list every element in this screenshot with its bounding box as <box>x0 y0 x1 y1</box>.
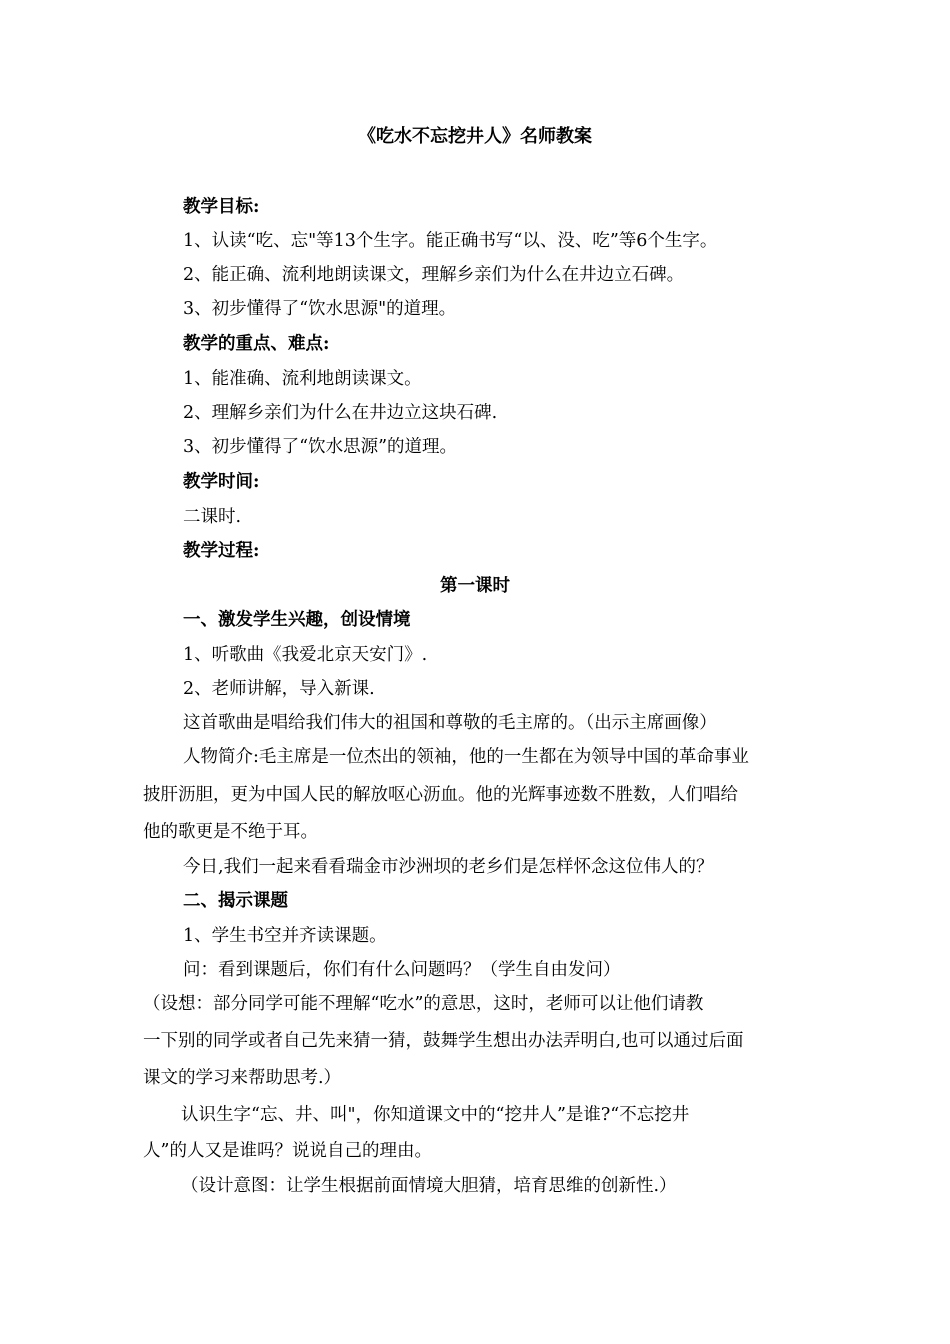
keypoints-heading: 教学的重点、难点: <box>183 334 330 354</box>
objective-item: 3、初步懂得了“饮水思源"的道理。 <box>183 299 457 319</box>
section2-design-note: （设计意图：让学生根据前面情境大胆猜，培育思维的创新性.） <box>181 1176 677 1196</box>
section2-paragraph-line: 人”的人又是谁吗？说说自己的理由。 <box>143 1141 432 1161</box>
section1-paragraph-line: 披肝沥胆，更为中国人民的解放呕心沥血。他的光辉事迹数不胜数，人们唱给 <box>143 785 738 805</box>
document-title: 《吃水不忘挖井人》名师教案 <box>358 126 592 147</box>
section1-paragraph: 这首歌曲是唱给我们伟大的祖国和尊敬的毛主席的。（出示主席画像） <box>183 713 717 733</box>
objectives-heading: 教学目标: <box>183 197 260 217</box>
keypoint-item: 3、初步懂得了“饮水思源”的道理。 <box>183 437 458 457</box>
objective-item: 1、认读“吃、忘"等13个生字。能正确书写“以、没、吃”等6个生字。 <box>183 231 718 251</box>
section2-heading: 二、揭示课题 <box>183 891 288 911</box>
section2-note-line: 一下别的同学或者自己先来猜一猜，鼓舞学生想出办法弄明白,也可以通过后面 <box>143 1031 744 1051</box>
objective-item: 2、能正确、流利地朗读课文，理解乡亲们为什么在井边立石碑。 <box>183 265 685 285</box>
section2-question: 问：看到课题后，你们有什么问题吗？（学生自由发问） <box>183 960 621 980</box>
section2-note-line: （设想：部分同学可能不理解“吃水”的意思，这时，老师可以让他们请教 <box>143 994 704 1014</box>
section1-item: 1、听歌曲《我爱北京天安门》. <box>183 645 428 665</box>
section2-note-line: 课文的学习来帮助思考.） <box>143 1068 342 1088</box>
section2-paragraph-line: 认识生字“忘、井、叫"，你知道课文中的“挖井人”是谁?“不忘挖井 <box>181 1105 690 1125</box>
section1-heading: 一、激发学生兴趣，创设情境 <box>183 610 411 630</box>
section1-paragraph-line: 他的歌更是不绝于耳。 <box>143 822 318 842</box>
section1-item: 2、老师讲解，导入新课. <box>183 679 375 699</box>
time-value: 二课时. <box>183 507 242 527</box>
section2-item: 1、学生书空并齐读课题。 <box>183 926 387 946</box>
section1-paragraph-line: 人物简介:毛主席是一位杰出的领袖，他的一生都在为领导中国的革命事业 <box>183 747 749 767</box>
keypoint-item: 1、能准确、流利地朗读课文。 <box>183 369 422 389</box>
section1-paragraph: 今日,我们一起来看看瑞金市沙洲坝的老乡们是怎样怀念这位伟人的？ <box>183 857 714 877</box>
time-heading: 教学时间: <box>183 472 260 492</box>
lesson-heading: 第一课时 <box>440 576 510 596</box>
keypoint-item: 2、理解乡亲们为什么在井边立这块石碑. <box>183 403 498 423</box>
process-heading: 教学过程: <box>183 541 260 561</box>
